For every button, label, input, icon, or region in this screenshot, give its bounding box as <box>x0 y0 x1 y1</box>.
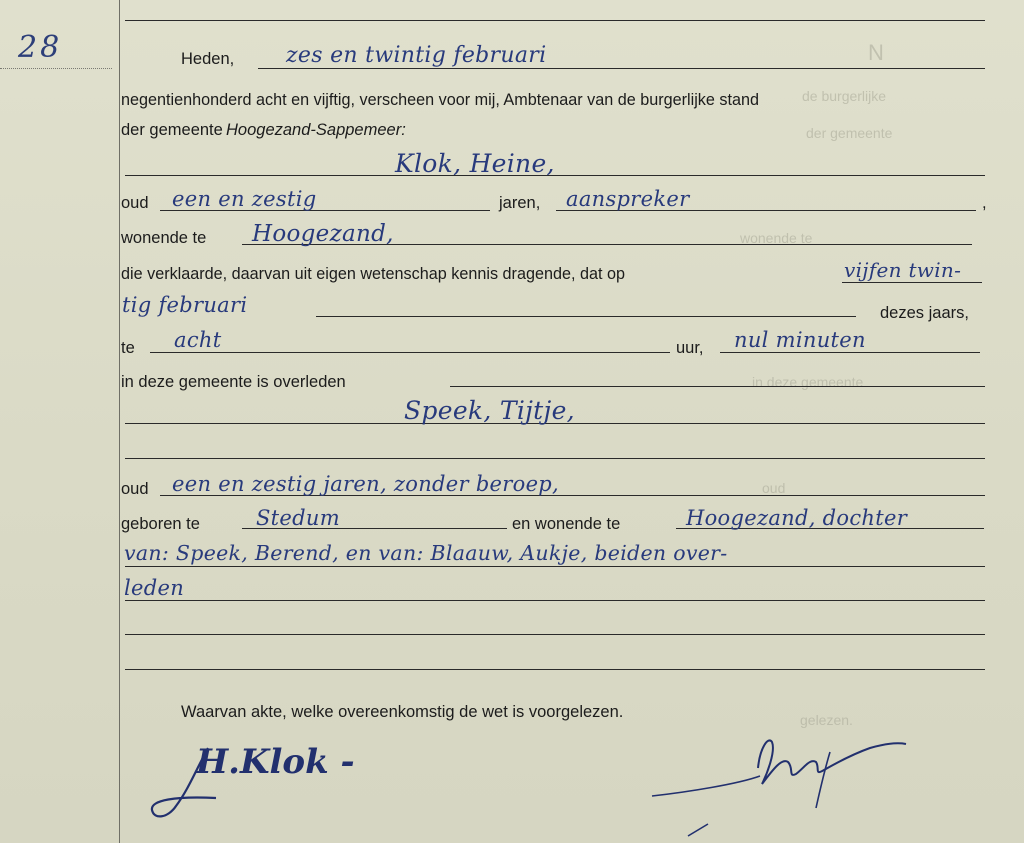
declarant-signature: H.Klok - <box>196 742 355 782</box>
municipality-name: Hoogezand-Sappemeer: <box>226 121 406 139</box>
bleed-through-text: oud <box>762 480 786 496</box>
geboren-label: geboren te <box>121 515 200 533</box>
death-date-part2: tig februari <box>122 293 248 317</box>
fill-line <box>842 282 982 283</box>
death-hour: acht <box>174 328 222 352</box>
heden-label: Heden, <box>181 50 235 68</box>
bleed-through-text: N <box>868 40 884 65</box>
official-signature <box>648 728 908 838</box>
wonende-label: wonende te <box>121 229 207 247</box>
record-number: 28 <box>18 30 63 65</box>
statement-line: die verklaarde, daarvan uit eigen wetenschap kennis dragende, dat op <box>121 265 625 283</box>
fill-line <box>125 669 985 670</box>
fill-line <box>125 566 985 567</box>
declarant-residence: Hoogezand, <box>252 221 394 247</box>
deceased-age-occupation: een en zestig jaren, zonder beroep, <box>172 472 560 496</box>
bleed-through-text: gelezen. <box>800 712 853 728</box>
year-line: negentienhonderd acht en vijftig, verscheen voor mij, Ambtenaar van de burgerlijke stand <box>121 91 759 109</box>
declarant-occupation: aanspreker <box>566 187 690 211</box>
wonende-label-2: en wonende te <box>512 515 621 533</box>
bleed-through-text: wonende te <box>740 230 813 246</box>
overleden-label: in deze gemeente is overleden <box>121 373 346 391</box>
death-date-part1: vijfen twin- <box>844 258 962 282</box>
bleed-through-text: de burgerlijke <box>802 88 887 104</box>
fill-line <box>125 600 985 601</box>
oud-label: oud <box>121 194 149 212</box>
declarant-signature-flourish <box>146 740 386 830</box>
margin-rule <box>119 0 120 843</box>
deceased-residence: Hoogezand, dochter <box>686 506 908 530</box>
gemeente-label: der gemeente <box>121 121 223 139</box>
death-minutes: nul minuten <box>734 328 866 352</box>
te-label: te <box>121 339 135 357</box>
fill-line <box>125 175 985 176</box>
margin-number-line <box>0 68 112 69</box>
fill-line <box>450 386 985 387</box>
jaren-label: jaren, <box>499 194 541 212</box>
deceased-parents-end: leden <box>124 576 185 600</box>
uur-label: uur, <box>676 339 704 357</box>
declarant-name: Klok, Heine, <box>395 149 555 178</box>
fill-line <box>316 316 856 317</box>
top-rule <box>125 20 985 21</box>
bleed-through-text: der gemeente <box>806 125 893 141</box>
fill-line <box>258 68 985 69</box>
handwritten-date: zes en twintig februari <box>286 43 547 68</box>
trailing-comma: , <box>982 194 987 212</box>
fill-line <box>125 458 985 459</box>
closing-statement: Waarvan akte, welke overeenkomstig de wet is voorgelezen. <box>181 703 624 721</box>
deceased-parents: van: Speek, Berend, en van: Blaauw, Aukje, beiden over- <box>124 541 728 565</box>
fill-line <box>125 634 985 635</box>
deceased-birthplace: Stedum <box>256 506 340 530</box>
declarant-age: een en zestig <box>172 187 317 211</box>
fill-line <box>720 352 980 353</box>
dezes-jaars-label: dezes jaars, <box>880 304 969 322</box>
fill-line <box>150 352 670 353</box>
oud-label-2: oud <box>121 480 149 498</box>
deceased-name: Speek, Tijtje, <box>404 396 575 425</box>
bleed-through-text: in deze gemeente <box>752 374 864 390</box>
